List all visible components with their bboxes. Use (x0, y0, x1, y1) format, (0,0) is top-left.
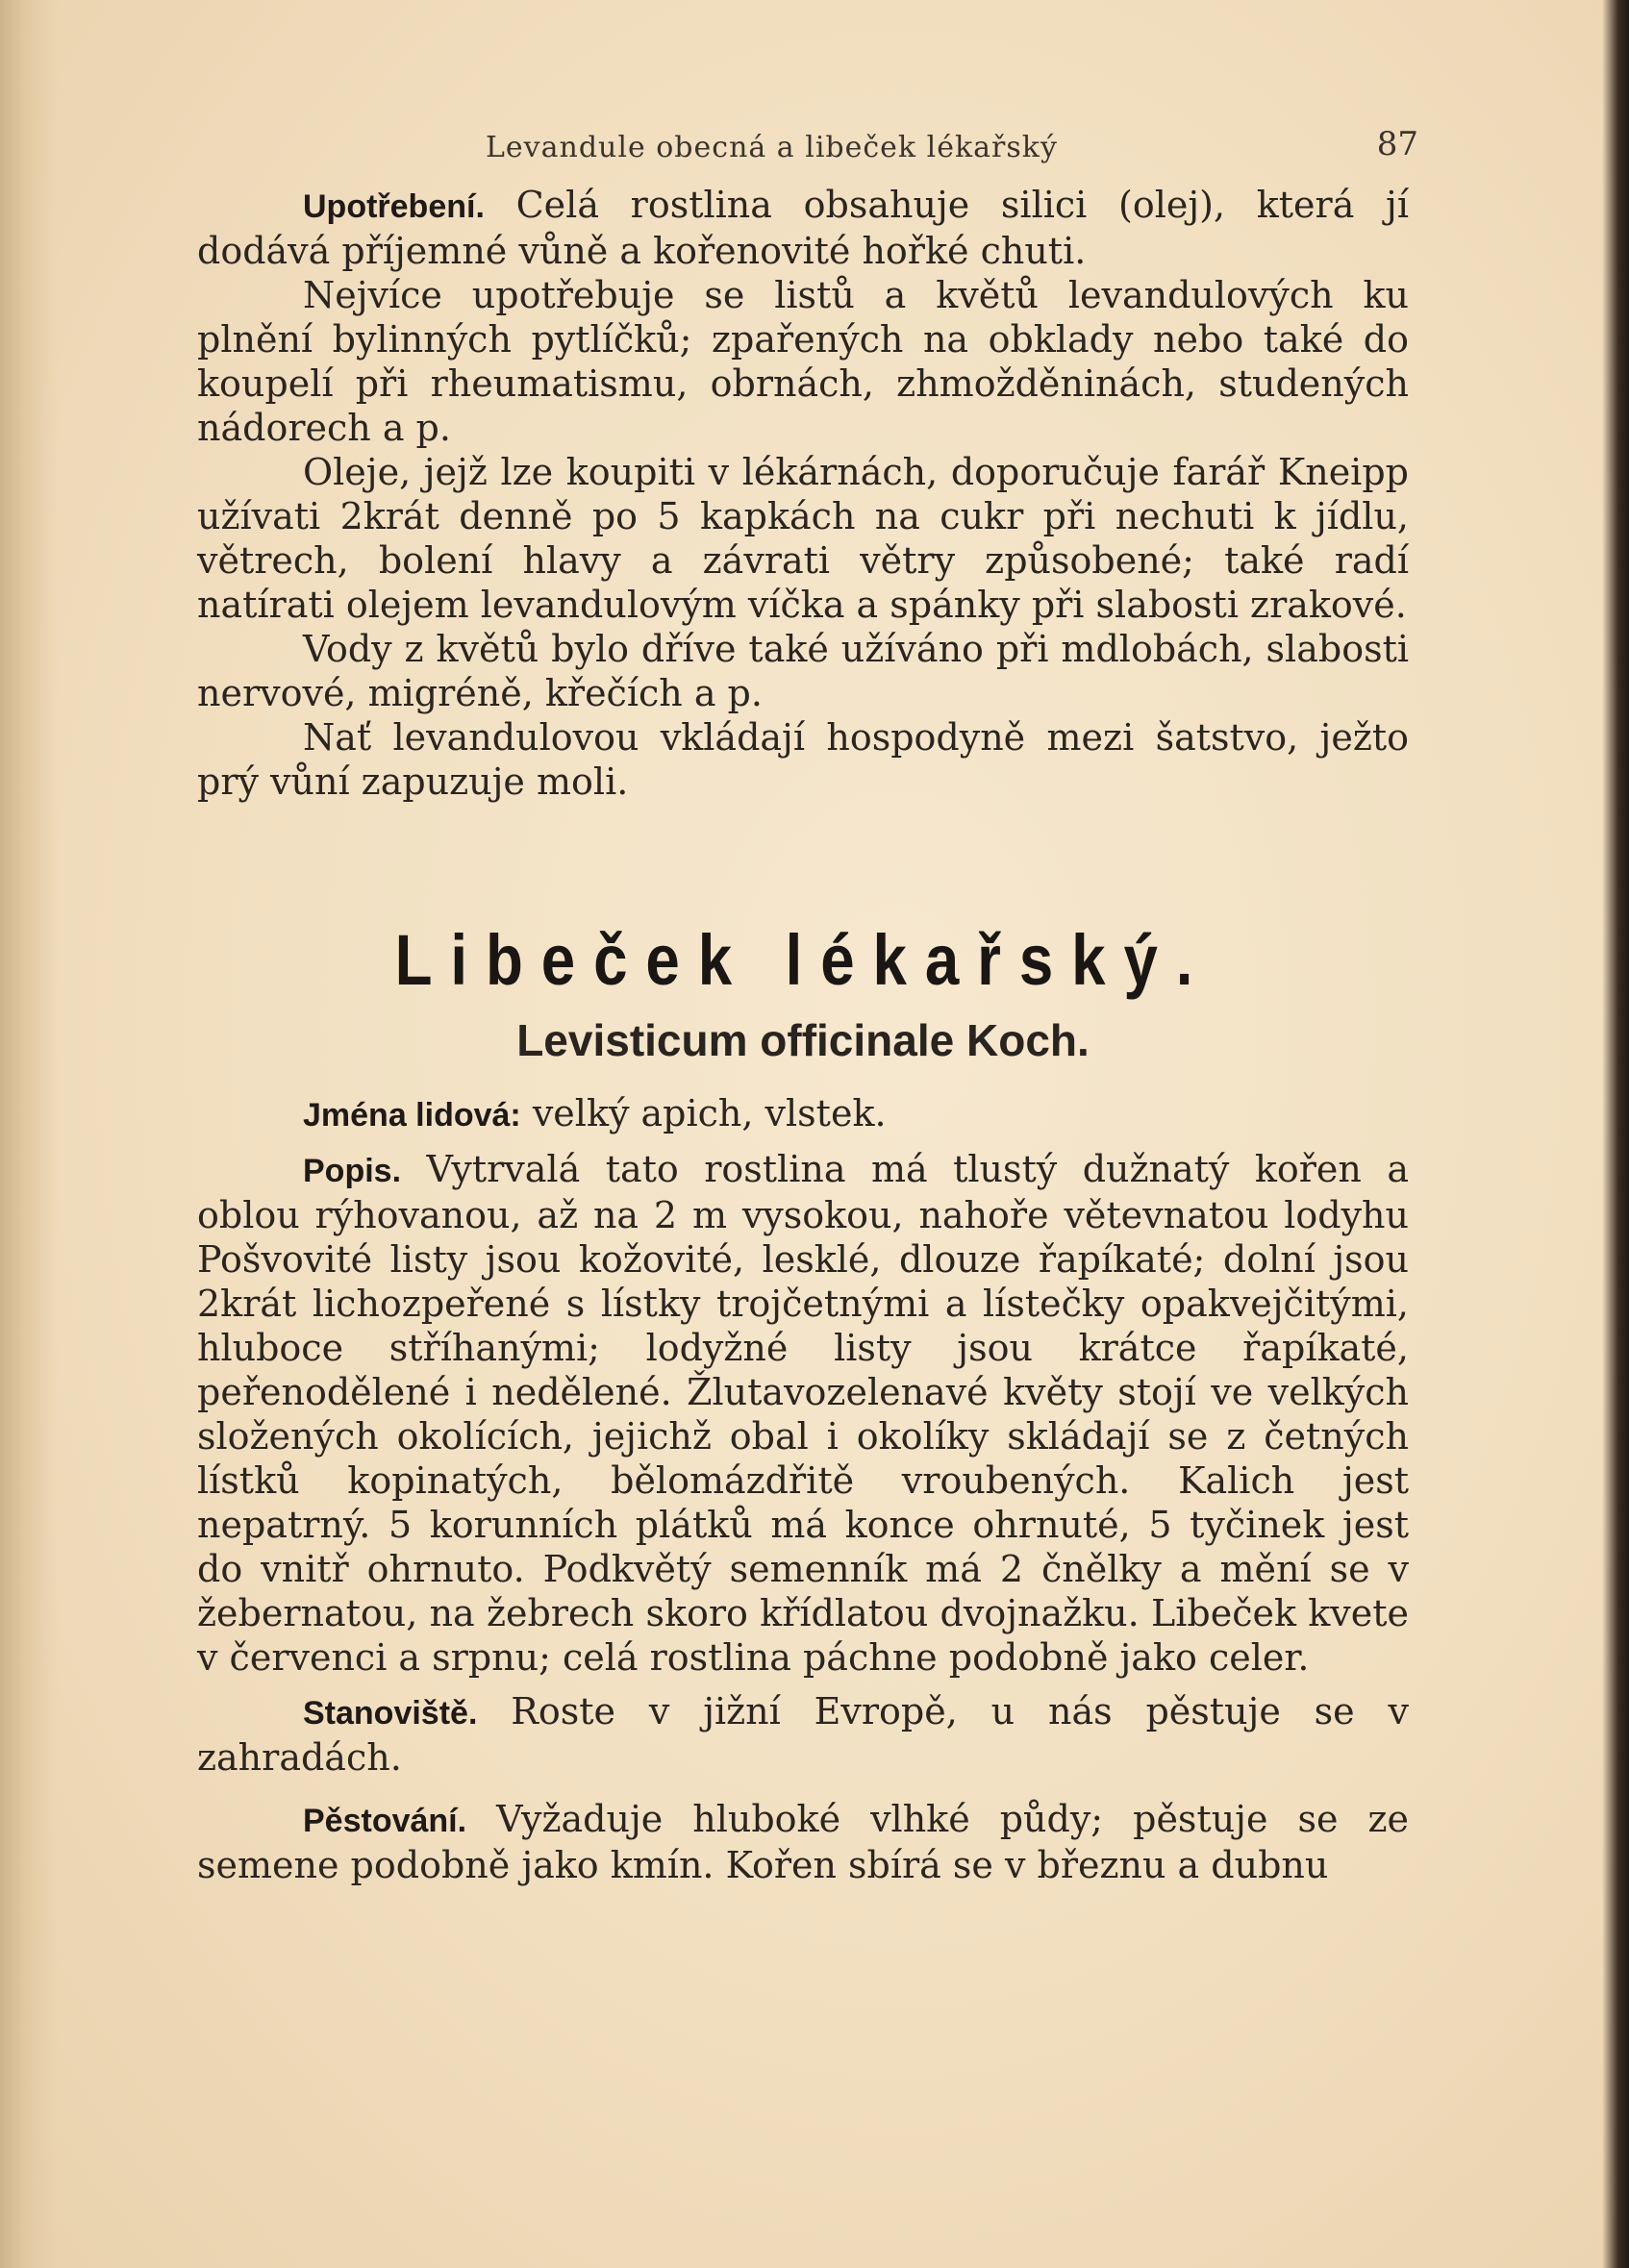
description-label: Popis. (303, 1153, 402, 1189)
species-title: Libeček lékařský. (394, 920, 1212, 1000)
lovage-section (197, 1091, 1409, 1887)
folk-names-text: velký apich, vlstek. (520, 1092, 887, 1134)
folk-names-label: Jména lidová: (303, 1097, 521, 1134)
cultivation-paragraph (197, 1797, 1409, 1887)
page-edge (1602, 0, 1629, 2268)
use-label: Upotřebení. (303, 188, 485, 225)
lavender-section (197, 183, 1409, 804)
page-content (197, 125, 1418, 1887)
use-text: Celá rostlina obsahuje silici (olej), která jí dodává příjemné vůně a kořenovité hořké chuti. (197, 184, 1409, 272)
description-text: Vytrvalá tato rostlina má tlustý dužnatý kořen a oblou rýhovanou, až na 2 m vysokou, nahoře větevnatou lodyhu Pošvovité listy jsou kožovité, lesklé, dlouze řapíkaté; dolní jsou 2krát lichozpeřené s lístky trojčetnými a lístečky opakvejčitými, hluboce stříhanými; lodyžné listy jsou krátce řapíkaté, peřenodělené i nedělené. Žlutavozelenavé květy stojí ve velkých složených okolících, jejichž obal i okolíky skládají se z četných lístků kopinatých, bělomázdřitě vroubených. Kalich jest nepatrný. 5 korunních plátků má konce ohrnuté, 5 tyčinek jest do vnitř ohrnuto. Podkvětý semenník má 2 čnělky a mění se v žebernatou, na žebrech skoro křídlatou dvojnažku. Libeček kvete v červenci a srpnu; celá rostlina páchne podobně jako celer. (197, 1148, 1409, 1679)
habitat-label: Stanoviště. (303, 1695, 478, 1732)
cultivation-text: Vyžaduje hluboké vlhké půdy; pěstuje se ze semene podobně jako kmín. Kořen sbírá se v březnu a dubnu (197, 1798, 1409, 1886)
binding-shadow (0, 0, 58, 2268)
lavender-paragraph-4: Vody z květů bylo dříve také užíváno při mdlobách, slabosti nervové, migréně, křečích a p. (197, 628, 1409, 714)
lavender-paragraph-3: Oleje, jejž lze koupiti v lékárnách, doporučuje farář Kneipp užívati 2krát denně po 5 kapkách na cukr při nechuti k jídlu, větrech, bolení hlavy a závrati větry způsobené; také radí natírati olejem levandulovým víčka a spánky při slabosti zrakové. (197, 451, 1409, 626)
description-paragraph (197, 1147, 1409, 1680)
habitat-paragraph (197, 1689, 1409, 1780)
folk-names-paragraph (197, 1091, 1409, 1137)
lavender-paragraph-2: Nejvíce upotřebuje se listů a květů levandulových ku plnění bylinných pytlíčků; zpařených na obklady nebo také do koupelí při rheumatismu, obrnách, zhmožděninách, studených nádorech a p. (197, 274, 1409, 449)
latin-name: Levisticum officinale Koch. (516, 1015, 1090, 1065)
habitat-text: Roste v jižní Evropě, u nás pěstuje se v zahradách. (197, 1690, 1409, 1779)
use-paragraph (197, 183, 1409, 273)
running-title: Levandule obecná a libeček lékařský (486, 131, 1058, 164)
lavender-paragraph-5: Nať levandulovou vkládají hospodyně mezi šatstvo, ježto prý vůní zapuzuje moli. (197, 716, 1409, 803)
running-header (197, 125, 1418, 183)
cultivation-label: Pěstování. (303, 1803, 467, 1839)
page-number: 87 (1376, 125, 1418, 163)
